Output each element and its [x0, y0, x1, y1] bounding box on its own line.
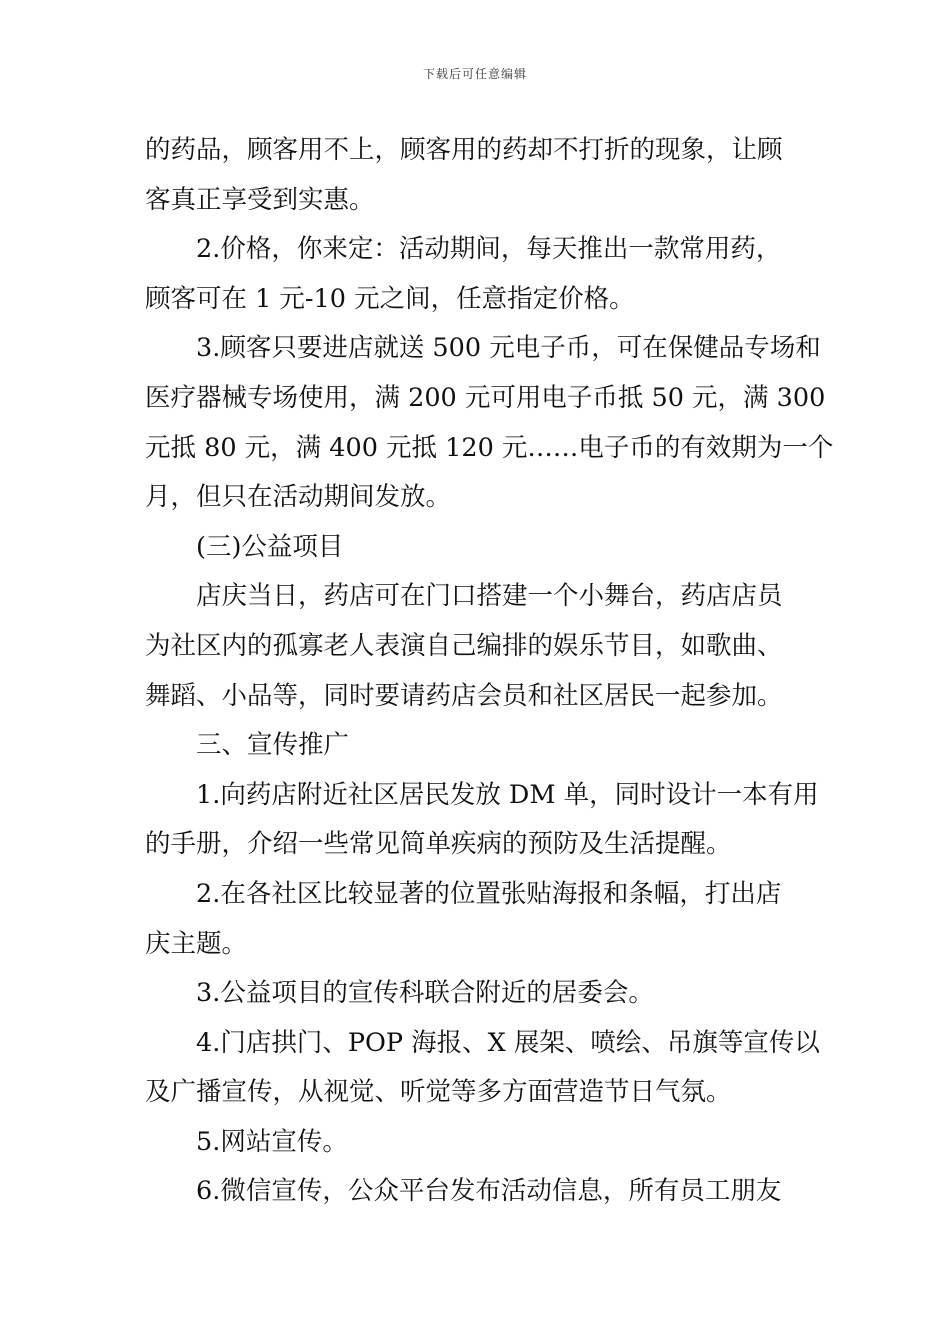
text-line: 的药品，顾客用不上，顾客用的药却不打折的现象，让顾	[145, 135, 783, 165]
text-line: 2.价格，你来定：活动期间，每天推出一款常用药，	[196, 234, 782, 265]
text-line: 舞蹈、小品等，同时要请药店会员和社区居民一起参加。	[145, 680, 783, 711]
text-line: 客真正享受到实惠。	[145, 184, 375, 215]
text-line: 店庆当日，药店可在门口搭建一个小舞台，药店店员	[196, 581, 783, 612]
text-line: 3.顾客只要进店就送 500 元电子币，可在保健品专场和	[196, 333, 821, 364]
text-line: 及广播宣传，从视觉、听觉等多方面营造节日气氛。	[145, 1077, 732, 1108]
text-line: 2.在各社区比较显著的位置张贴海报和条幅，打出店	[196, 878, 782, 909]
text-line: 元抵 80 元，满 400 元抵 120 元……电子币的有效期为一个	[145, 432, 834, 463]
page-header-note: 下载后可任意编辑	[422, 67, 527, 81]
text-line: 6.微信宣传，公众平台发布活动信息，所有员工朋友	[196, 1176, 782, 1207]
text-line: 5.网站宣传。	[196, 1126, 348, 1157]
text-line: 三、宣传推广	[196, 730, 350, 761]
text-line: 1.向药店附近社区居民发放 DM 单，同时设计一本有用	[196, 779, 819, 810]
text-line: 4.门店拱门、POP 海报、X 展架、喷绘、吊旗等宣传以	[196, 1027, 820, 1058]
text-line: 为社区内的孤寡老人表演自己编排的娱乐节目，如歌曲、	[145, 630, 783, 661]
text-line: 庆主题。	[145, 928, 248, 959]
text-line: 3.公益项目的宣传科联合附近的居委会。	[196, 978, 654, 1009]
text-line: (三)公益项目	[196, 531, 344, 562]
document-body	[145, 126, 834, 1217]
text-line: 顾客可在 1 元-10 元之间，任意指定价格。	[145, 283, 635, 314]
text-line: 医疗器械专场使用，满 200 元可用电子币抵 50 元，满 300	[145, 382, 826, 413]
text-line: 的手册，介绍一些常见简单疾病的预防及生活提醒。	[145, 829, 732, 860]
text-line: 月，但只在活动期间发放。	[145, 482, 452, 513]
